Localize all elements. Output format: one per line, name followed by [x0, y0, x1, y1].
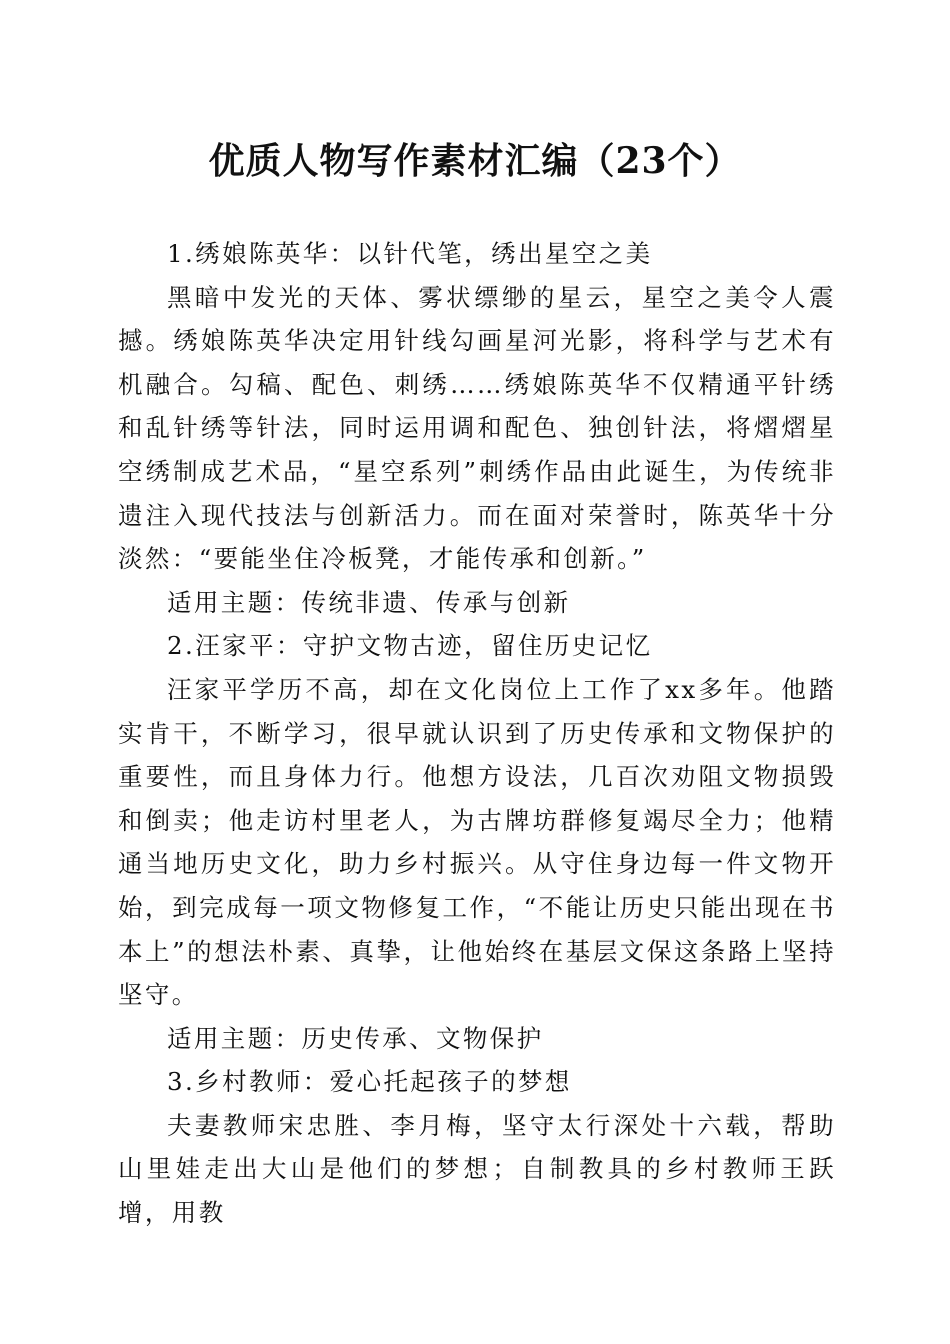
section-heading-2: 2.汪家平：守护文物古迹，留住历史记忆 [167, 631, 653, 661]
document-body [118, 232, 836, 1235]
document-title: 优质人物写作素材汇编（23个） [208, 140, 742, 182]
section-paragraph-3: 夫妻教师宋忠胜、李月梅，坚守太行深处十六载，帮助山里娃走出大山是他们的梦想；自制教具的乡村教师王跃增，用教 [118, 1110, 836, 1228]
section-theme-1: 适用主题：传统非遗、传承与创新 [167, 587, 571, 617]
section-theme-2: 适用主题：历史传承、文物保护 [167, 1023, 544, 1053]
section-heading-1: 1.绣娘陈英华：以针代笔，绣出星空之美 [167, 239, 653, 268]
section-paragraph-2: 汪家平学历不高，却在文化岗位上工作了xx多年。他踏实肯干，不断学习，很早就认识到了历史传承和文物保护的重要性，而且身体力行。他想方设法，几百次劝阻文物损毁和倒卖；他走访村里老人，为古牌坊群修复竭尽全力；他精通当地历史文化，助力乡村振兴。从守住身边每一件文物开始，到完成每一项文物修复工作，“不能让历史只能出现在书本上”的想法朴素、真挚，让他始终在基层文保这条路上坚持坚守。 [118, 674, 836, 1010]
section-paragraph-1: 黑暗中发光的天体、雾状缥缈的星云，星空之美令人震撼。绣娘陈英华决定用针线勾画星河光影，将科学与艺术有机融合。勾稿、配色、刺绣……绣娘陈英华不仅精通平针绣和乱针绣等针法，同时运用调和配色、独创针法，将熠熠星空绣制成艺术品，“星空系列”刺绣作品由此诞生，为传统非遗注入现代技法与创新活力。而在面对荣誉时，陈英华十分淡然：“要能坐住冷板凳，才能传承和创新。” [118, 282, 836, 574]
section-heading-3: 3.乡村教师：爱心托起孩子的梦想 [167, 1067, 572, 1097]
